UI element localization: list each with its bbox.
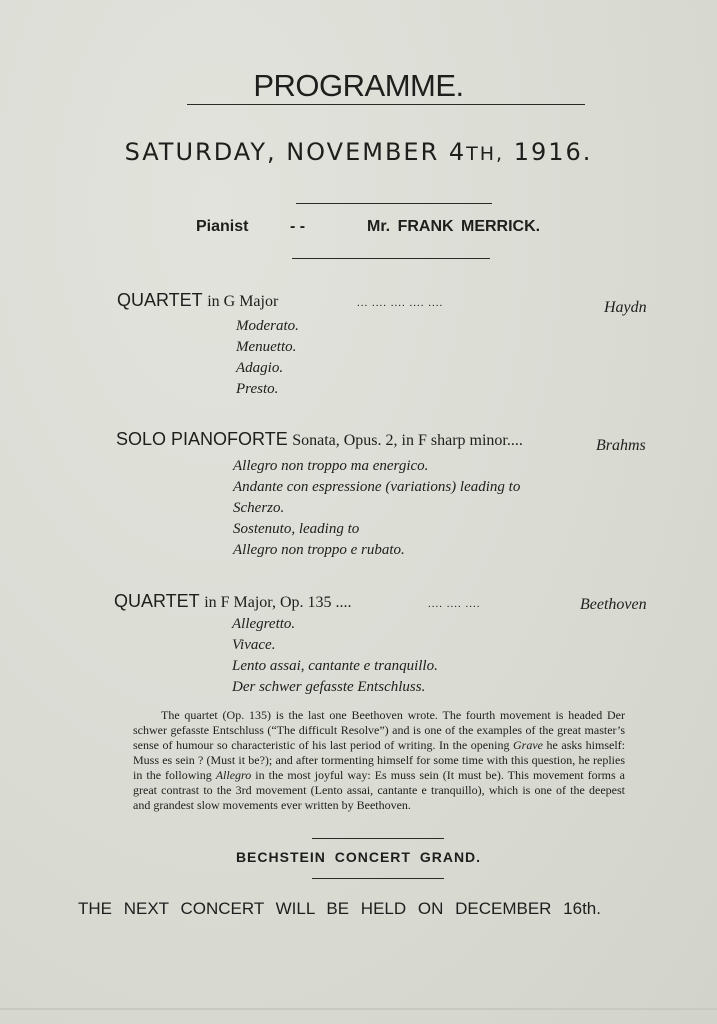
note-end: in the most joyful way: Es muss sein (It must be). This movement forms a great contrast to the 3rd movement (Lento assai, cantante e tranquillo), which is one of the deepest and grandest slow movements ever written by Beethoven. bbox=[133, 768, 625, 812]
piece-1-composer: Haydn bbox=[604, 299, 647, 316]
concert-date bbox=[0, 138, 717, 166]
piece-1-leader-dots: ... .... .... .... .... bbox=[357, 297, 444, 309]
divider-bottom bbox=[292, 258, 490, 259]
divider-top bbox=[296, 203, 492, 204]
piece-2-category: SOLO PIANOFORTE bbox=[116, 429, 288, 449]
note-middle: he asks himself: Muss es sein ? (Must it be?); and after tormenting himself for some time with this question, he replies in the following bbox=[133, 738, 625, 782]
piece-3-movement: Der schwer gefasste Entschluss. bbox=[232, 679, 426, 695]
piece-2-movement: Andante con espressione (variations) leading to bbox=[233, 479, 521, 495]
piece-3-category: QUARTET bbox=[114, 591, 200, 611]
piece-2-movement: Allegro non troppo e rubato. bbox=[233, 542, 405, 558]
piece-3-heading bbox=[114, 591, 352, 612]
piece-3-movement: Allegretto. bbox=[232, 616, 296, 632]
date-prefix: SATURDAY, NOVEMBER bbox=[124, 138, 449, 166]
piece-1-movement: Presto. bbox=[236, 381, 279, 397]
piece-3-title: in F Major, Op. 135 .... bbox=[204, 594, 352, 611]
piece-2-title: Sonata, Opus. 2, in F sharp minor.... bbox=[292, 432, 523, 449]
paper-edge bbox=[0, 1008, 717, 1010]
next-concert-notice: THE NEXT CONCERT WILL BE HELD ON DECEMBER 16th. bbox=[78, 899, 601, 918]
date-day: 4 bbox=[448, 138, 467, 166]
piece-2-composer: Brahms bbox=[596, 437, 646, 454]
note-intro: The quartet (Op. 135) is the last one Beethoven wrote. The fourth movement is headed Der schwer gefasste Entschluss (“The difficult Resolve”) and is one of the examples of the great master’s sense of humour so characteristic of his last period of writing. In the opening bbox=[133, 708, 625, 752]
note-allegro: Allegro bbox=[215, 768, 252, 782]
title-underline bbox=[187, 104, 585, 105]
divider-piano-top bbox=[312, 838, 444, 839]
performer-name: Mr. FRANK MERRICK. bbox=[367, 218, 541, 235]
piece-2-heading bbox=[116, 429, 523, 450]
note-grave: Grave bbox=[513, 738, 543, 752]
piece-1-movement: Moderato. bbox=[236, 318, 299, 334]
divider-piano-bottom bbox=[312, 878, 444, 879]
piece-1-heading bbox=[117, 290, 278, 311]
piece-1-category: QUARTET bbox=[117, 290, 203, 310]
piece-1-movement: Adagio. bbox=[236, 360, 284, 376]
date-year: 1916. bbox=[504, 138, 593, 166]
piece-1-title: in G Major bbox=[207, 293, 279, 310]
piece-3-composer: Beethoven bbox=[580, 596, 647, 613]
performer-dashes: - - bbox=[290, 218, 306, 235]
piece-3-movement: Lento assai, cantante e tranquillo. bbox=[232, 658, 438, 674]
performer-role: Pianist bbox=[196, 218, 249, 235]
piece-2-movement: Scherzo. bbox=[233, 500, 285, 516]
piece-3-leader-dots: .... .... .... bbox=[428, 598, 481, 610]
piece-2-movement: Sostenuto, leading to bbox=[233, 521, 360, 537]
date-day-suffix: TH, bbox=[466, 143, 505, 165]
piece-3-movement: Vivace. bbox=[232, 637, 276, 653]
piece-2-movement: Allegro non troppo ma energico. bbox=[233, 458, 429, 474]
piano-credit: BECHSTEIN CONCERT GRAND. bbox=[235, 849, 482, 865]
programme-note bbox=[133, 708, 625, 813]
piece-1-movement: Menuetto. bbox=[236, 339, 297, 355]
page-title: PROGRAMME. bbox=[253, 68, 464, 103]
